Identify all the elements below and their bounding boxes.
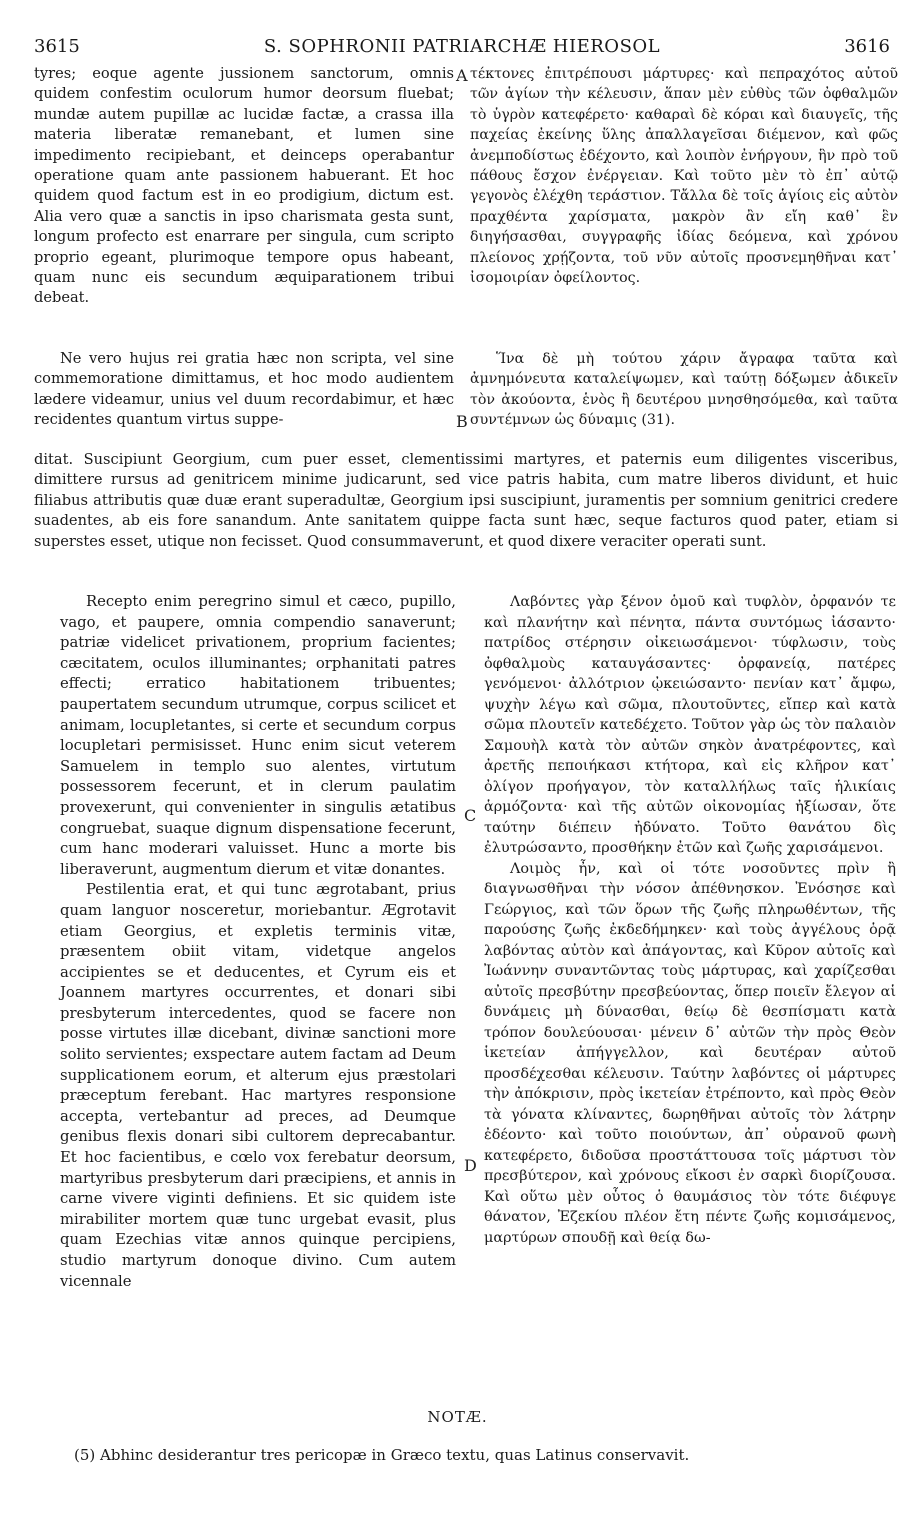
greek-column-1: [470, 64, 898, 288]
greek-paragraph: Λοιμὸς ἦν, καὶ οἱ τότε νοσοῦντες πρὶν ἢ διαγνωσθῆναι τὴν νόσον ἀπέθνησκον. Ἐνόσησε καὶ Γεώργιος, καὶ τῶν ὅρων τῆς ζωῆς πληρωθέντων, τῆς παρούσης ζωῆς ἐκδεδήμηκεν· καὶ τοὺς ἀγγέλους ὁρᾷ λαβόντας αὐτὸν καὶ ἀπάγοντας, καὶ Κῦρον αὐτοῖς καὶ Ἰωάννην συναντῶντας τοὺς μάρτυρας, καὶ χαρίζεσθαι αὐτοῖς πρεσβύτην πρεσβεύοντας, ὅπερ ποιεῖν ἔλεγον αἱ δυνάμεις μὴ δύνασθαι, θείῳ δὲ θεσπίσματι κατὰ τρόπον δουλεύουσαι· μένειν δ᾽ αὐτῶν τὴν πρὸς Θεὸν ἱκετείαν ἀπήγγελλον, καὶ δευτέραν αὐτοῦ προσδέχεσθαι κέλευσιν. Ταύτην λαβόντες οἱ μάρτυρες τὴν ἀπόκρισιν, πρὸς ἱκετείαν ἐτρέποντο, καὶ πρὸς Θεὸν τὰ γόνατα κλίναντες, δωρηθῆναι αὐτοῖς τὸν λάτρην ἐδέοντο· καὶ τοῦτο ποιούντων, ἀπ᾽ οὐρανοῦ φωνὴ κατεφέρετο, διδοῦσα προστάττουσα τοῖς μάρτυσι τὸν πρεσβύτερον, καὶ χρόνους εἴκοσι ἐν σαρκὶ διορίζουσα. Καὶ οὕτω μὲν οὗτος ὁ θαυμάσιος τὸν τότε διέφυγε θάνατον, Ἐζεκίου πλέον ἔτη πέντε ζωῆς κομισάμενος, μαρτύρων σπουδῇ καὶ θείᾳ δω-: [484, 860, 896, 1246]
latin-column-3: [60, 592, 456, 1292]
latin-column-1: [34, 64, 454, 309]
greek-column-2: [470, 349, 898, 431]
latin-paragraph: tyres; eoque agente jussionem sanctorum, omnis quidem confestim oculorum humor deorsum fluebat; mundæ autem pupillæ ac lucidæ factæ, a crassa illa materia liberatæ remanebant, et lumen sine impedimento recipiebant, et deinceps operabantur operatione quam ante passionem habuerant. Et hoc quidem quod factum est in eo prodigium, dictum est. Alia vero quæ a sanctis in ipso charismata gesta sunt, longum profecto est enarrare per singula, cum scripto proprio egeant, plurimoque tempore opus habeant, quam nunc eis secundum æquiparationem tribui debeat.: [34, 65, 454, 307]
margin-marker-c: C: [464, 806, 477, 825]
latin-full-width-paragraph: [34, 450, 898, 552]
notes-heading: NOTÆ.: [427, 1408, 488, 1426]
greek-paragraph: Λαβόντες γὰρ ξένον ὁμοῦ καὶ τυφλὸν, ὀρφανόν τε καὶ πλανήτην καὶ πένητα, πάντα συντόμως ἰάσαντο· πατρίδος στέρησιν οἰκειωσάμενοι· τύφλωσιν, τοὺς ὀφθαλμοὺς καταυγάσαντες· ὀρφανείᾳ, πατέρες γενόμενοι· ἀλλότριον ᾠκειώσαντο· πενίαν κατ᾽ ἄμφω, ψυχὴν λέγω καὶ σῶμα, πλουτοῦντες, εἴπερ καὶ κατὰ σῶμα πλουτεῖν κατεδέχετο. Τοῦτον γὰρ ὡς τὸν παλαιὸν Σαμουὴλ κατὰ τὸν αὐτῶν σηκὸν ἀνατρέφοντες, καὶ ἀρετῆς πεποιήκασι κτήτορα, καὶ εἰς κλῆρον κατ᾽ ὀλίγον προήγαγον, τὸν καταλλήλως ταῖς ἡλικίαις ἁρμόζοντα· καὶ τῆς αὐτῶν οἰκονομίας ἠξίωσαν, ὅτε ταύτην διέπειν ἠδύνατο. Τοῦτο θανάτου δὶς ἐλυτρώσαντο, προσθήκην ἐτῶν καὶ ζωῆς χαρισάμενοι.: [484, 594, 896, 856]
greek-paragraph: Ἵνα δὲ μὴ τούτου χάριν ἄγραφα ταῦτα καὶ ἀμνημόνευτα καταλείψωμεν, καὶ ταύτῃ δόξωμεν ἀδικεῖν τὸν ἀκούοντα, ἑνὸς ἢ δευτέρου μνησθησόμεθα, καὶ ταῦτα συντέμνων ὡς δύναμις (31).: [470, 351, 898, 429]
latin-paragraph: ditat. Suscipiunt Georgium, cum puer esset, clementissimi martyres, et paternis eum diligentes visceribus, dimittere rursus ad genitricem minime judicarunt, sed vice patris habita, cum matre liberos dividunt, et huic filiabus attributis quæ duæ erant superadultæ, Georgium ipsi suscipiunt, juramentis per somnium genitrici credere suadentes, ab eis fore sanandum. Ante sanitatem quippe facta sunt hæc, seque facturos quod pater, etiam si superstes esset, utique non fecisset. Quod consummaverunt, et quod dixere veraciter operati sunt.: [34, 451, 898, 550]
running-title: S. SOPHRONII PATRIARCHÆ HIEROSOL: [263, 36, 661, 57]
page-number-left: 3615: [34, 36, 80, 57]
latin-paragraph: Ne vero hujus rei gratia hæc non scripta, vel sine commemoratione dimittamus, et hoc modo audientem lædere videamur, unius vel duum recordabimur, et hæc recidentes quantum virtus suppe-: [34, 350, 454, 429]
latin-column-2: [34, 349, 454, 431]
latin-paragraph: Recepto enim peregrino simul et cæco, pupillo, vago, et paupere, omnia compendio sanaverunt; patriæ videlicet privationem, proprium facientes; cæcitatem, oculos illuminantes; orphanitati patres effecti; erratico habitationem tribuentes; paupertatem secundum utrumque, corpus scilicet et animam, locupletantes, si certe et secundum corpus locupletari permisisset. Hunc enim sicut veterem Samuelem in templo suo alentes, virtutum possessorem fecerunt, et in clerum paulatim provexerunt, qui convenienter in singulis ætatibus congruebat, suaque dignum dispensatione fecerunt, cum hanc moderari valuisset. Hunc a morte bis liberaverunt, augmentum dierum et vitæ donantes.: [60, 593, 456, 878]
greek-column-3: [484, 592, 896, 1248]
margin-marker-d: D: [464, 1156, 477, 1175]
footnote: (5) Abhinc desiderantur tres pericopæ in Græco textu, quas Latinus conservavit.: [74, 1446, 690, 1464]
latin-paragraph: Pestilentia erat, et qui tunc ægrotabant, prius quam languor nosceretur, moriebantur. Ægrotavit etiam Georgius, et expletis terminis vitæ, præsentem obiit vitam, videtque angelos accipientes se et deducentes, et Cyrum eis et Joannem martyres occurrentes, et donari sibi presbyterum intercedentes, quod se facere non posse virtutes illæ dicebant, divinæ sanctioni more solito servientes; exspectare autem factam ad Deum supplicationem eorum, et alterum ejus præstolari præceptum ferebant. Hac martyres responsione accepta, vertebantur ad preces, ad Deumque genibus flexis donari sibi cultorem deprecabantur. Et hoc facientibus, e cœlo vox ferebatur deorsum, martyribus presbyterum dari præcipiens, et annis in carne vivere viginti definiens. Et sic quidem iste mirabiliter mortem quæ tunc urgebat evasit, plus quam Ezechias vitæ annos quinque percipiens, studio martyrum donoque divino. Cum autem vicennale: [60, 881, 456, 1290]
page-number-right: 3616: [844, 36, 890, 57]
greek-paragraph: τέκτονες ἐπιτρέπουσι μάρτυρες· καὶ πεπραχότος αὐτοῦ τῶν ἁγίων τὴν κέλευσιν, ἅπαν μὲν εὐθὺς τῶν ὀφθαλμῶν τὸ ὑγρὸν κατεφέρετο· καθαραὶ δὲ κόραι καὶ διαυγεῖς, τῆς παχείας ἐκείνης ὕλης ἀπαλλαγεῖσαι διέμενον, καὶ φῶς ἀνεμποδίστως ἐδέχοντο, καὶ λοιπὸν ἐνήργουν, ἣν πρὸ τοῦ πάθους ἔσχον ἐνέργειαν. Καὶ τοῦτο μὲν τὸ ἐπ᾽ αὐτῷ γεγονὸς ἐλέχθη τεράστιον. Τἄλλα δὲ τοῖς ἁγίοις εἰς αὐτὸν πραχθέντα χαρίσματα, μακρὸν ἂν εἴη καθ᾽ ἓν διηγήσασθαι, συγγραφῆς ἰδίας δεόμενα, καὶ χρόνου πλείονος χρῄζοντα, τοῦ νῦν αὐτοῖς προσνεμηθῆναι κατ᾽ ἰσομοιρίαν ὀφείλοντος.: [470, 66, 898, 287]
margin-marker-b: B: [456, 412, 468, 431]
page-header: [34, 36, 890, 58]
margin-marker-a: A: [456, 66, 468, 85]
